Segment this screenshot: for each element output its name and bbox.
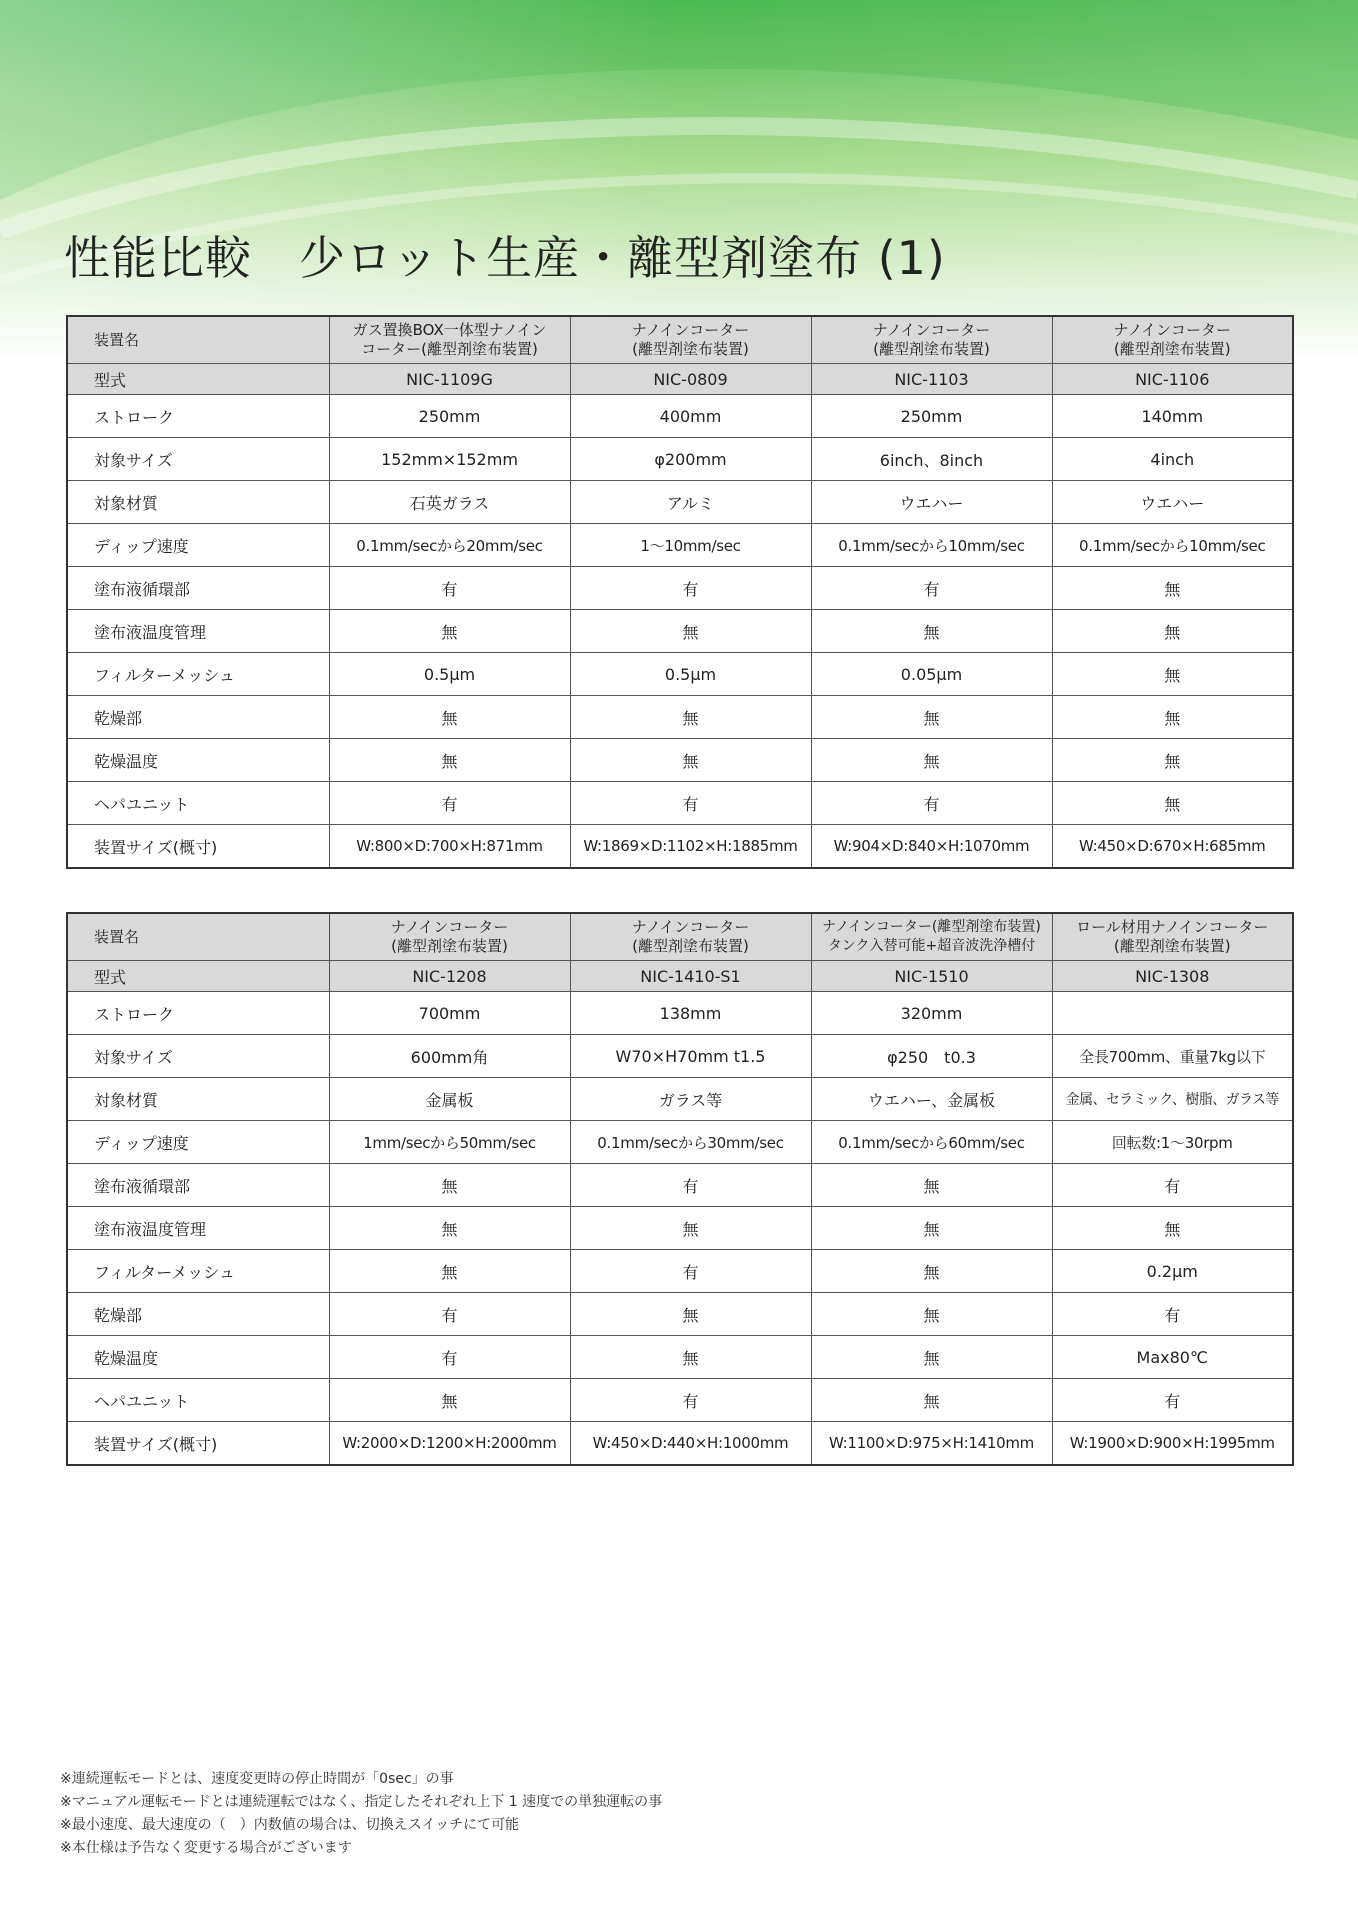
table-cell: W:1100×D:975×H:1410mm xyxy=(811,1422,1052,1466)
row-label: 装置名 xyxy=(67,316,329,364)
table-cell: 無 xyxy=(570,696,811,739)
footnotes xyxy=(60,1768,662,1860)
table-cell: 無 xyxy=(1052,567,1293,610)
table-cell: ガラス等 xyxy=(570,1078,811,1121)
table-cell: 無 xyxy=(329,739,570,782)
table-cell: W:2000×D:1200×H:2000mm xyxy=(329,1422,570,1466)
table-cell: 6inch、8inch xyxy=(811,438,1052,481)
table-row xyxy=(67,524,1293,567)
table-cell: 有 xyxy=(811,567,1052,610)
table-row xyxy=(67,696,1293,739)
device-name-line: ロール材用ナノインコーター xyxy=(1076,918,1269,936)
table-cell: W:904×D:840×H:1070mm xyxy=(811,825,1052,869)
table-cell: 有 xyxy=(329,1293,570,1336)
table-cell: 有 xyxy=(1052,1379,1293,1422)
table-cell: 138mm xyxy=(570,992,811,1035)
table-cell: W70×H70mm t1.5 xyxy=(570,1035,811,1078)
device-name-cell xyxy=(329,316,570,364)
device-name-line: (離型剤塗布装置) xyxy=(1113,340,1231,358)
table-cell: 有 xyxy=(570,1250,811,1293)
table-cell: NIC-1109G xyxy=(329,364,570,395)
table-cell: 0.1mm/secから60mm/sec xyxy=(811,1121,1052,1164)
device-name-line: ナノインコーター xyxy=(631,918,750,936)
table-cell: ウエハー xyxy=(1052,481,1293,524)
table-cell: 無 xyxy=(570,1336,811,1379)
device-name-line: (離型剤塗布装置) xyxy=(873,340,990,358)
table-cell: 有 xyxy=(329,782,570,825)
device-name-cell xyxy=(811,316,1052,364)
table-row xyxy=(67,1336,1293,1379)
table-cell: 無 xyxy=(811,1250,1052,1293)
table-cell: 無 xyxy=(329,1379,570,1422)
row-label: 装置サイズ(概寸) xyxy=(67,825,329,869)
row-label: 装置サイズ(概寸) xyxy=(67,1422,329,1466)
table-cell: 有 xyxy=(570,1164,811,1207)
device-name-cell xyxy=(1052,913,1293,961)
row-label: 乾燥温度 xyxy=(67,1336,329,1379)
table-cell: NIC-1103 xyxy=(811,364,1052,395)
table-cell: 無 xyxy=(1052,696,1293,739)
device-name-line: タンク入替可能+超音波洗浄槽付 xyxy=(827,938,1036,954)
table-cell: 無 xyxy=(570,1293,811,1336)
table-cell: 無 xyxy=(1052,653,1293,696)
device-name-line: ナノインコーター xyxy=(1113,321,1232,339)
table-cell: 有 xyxy=(329,567,570,610)
table-cell: 0.1mm/secから20mm/sec xyxy=(329,524,570,567)
row-label: 型式 xyxy=(67,364,329,395)
table-cell: 有 xyxy=(1052,1164,1293,1207)
device-name-line: ナノインコーター(離型剤塗布装置) xyxy=(822,919,1041,935)
device-name-line: コーター(離型剤塗布装置) xyxy=(361,340,538,358)
row-label: 装置名 xyxy=(67,913,329,961)
table-cell: W:1900×D:900×H:1995mm xyxy=(1052,1422,1293,1466)
table-cell: 無 xyxy=(811,1164,1052,1207)
row-label: フィルターメッシュ xyxy=(67,1250,329,1293)
table-cell: W:800×D:700×H:871mm xyxy=(329,825,570,869)
table-cell: 無 xyxy=(1052,782,1293,825)
table-cell: φ200mm xyxy=(570,438,811,481)
device-name-cell xyxy=(570,316,811,364)
table-cell: 0.1mm/secから10mm/sec xyxy=(1052,524,1293,567)
background-wave xyxy=(0,0,1358,360)
table-cell: 有 xyxy=(570,782,811,825)
table-row xyxy=(67,1293,1293,1336)
table-cell: 有 xyxy=(1052,1293,1293,1336)
table-cell: 無 xyxy=(811,1293,1052,1336)
row-label: 乾燥部 xyxy=(67,696,329,739)
footnote: ※マニュアル運転モードとは連続運転ではなく、指定したそれぞれ上下 1 速度での単独運転の事 xyxy=(60,1794,663,1810)
row-label: 対象サイズ xyxy=(67,1035,329,1078)
page-title: 性能比較 少ロット生産・離型剤塗布 (1) xyxy=(64,231,946,285)
table-row xyxy=(67,961,1293,992)
table-cell: φ250 t0.3 xyxy=(811,1035,1052,1078)
device-name-line: ナノインコーター xyxy=(390,918,509,936)
table-row xyxy=(67,782,1293,825)
row-label: ディップ速度 xyxy=(67,1121,329,1164)
table-cell: 無 xyxy=(811,1336,1052,1379)
row-label: 塗布液循環部 xyxy=(67,567,329,610)
table-cell: 無 xyxy=(1052,610,1293,653)
table-row xyxy=(67,1035,1293,1078)
row-label: 対象材質 xyxy=(67,481,329,524)
table-row xyxy=(67,653,1293,696)
table-cell: Max80℃ xyxy=(1052,1336,1293,1379)
device-name-line: (離型剤塗布装置) xyxy=(1113,937,1231,955)
table-cell: 無 xyxy=(329,1207,570,1250)
table-cell: 無 xyxy=(329,1250,570,1293)
spec-table-2 xyxy=(66,912,1294,1466)
table-cell: 600mm角 xyxy=(329,1035,570,1078)
table-cell: 無 xyxy=(811,696,1052,739)
table-cell: 400mm xyxy=(570,395,811,438)
table-row xyxy=(67,567,1293,610)
table-cell xyxy=(1052,992,1293,1035)
row-label: 対象材質 xyxy=(67,1078,329,1121)
table-cell: 金属板 xyxy=(329,1078,570,1121)
table-cell: NIC-0809 xyxy=(570,364,811,395)
spec-table-1 xyxy=(66,315,1294,869)
row-label: フィルターメッシュ xyxy=(67,653,329,696)
table-row xyxy=(67,1078,1293,1121)
table-cell: 無 xyxy=(570,739,811,782)
footnote: ※本仕様は予告なく変更する場合がございます xyxy=(60,1840,352,1856)
table-row xyxy=(67,1379,1293,1422)
table-cell: 0.5μm xyxy=(570,653,811,696)
table-row xyxy=(67,481,1293,524)
device-name-line: ガス置換BOX一体型ナノイン xyxy=(352,321,547,339)
device-name-line: ナノインコーター xyxy=(872,321,991,339)
table-cell: 有 xyxy=(811,782,1052,825)
table-cell: 1〜10mm/sec xyxy=(570,524,811,567)
table-cell: ウエハー xyxy=(811,481,1052,524)
table-cell: アルミ xyxy=(570,481,811,524)
device-name-line: (離型剤塗布装置) xyxy=(632,340,749,358)
row-label: ストローク xyxy=(67,992,329,1035)
table-row xyxy=(67,316,1293,364)
table-cell: 無 xyxy=(329,696,570,739)
table-row xyxy=(67,825,1293,869)
table-cell: 回転数:1〜30rpm xyxy=(1052,1121,1293,1164)
device-name-cell xyxy=(811,913,1052,961)
row-label: 乾燥部 xyxy=(67,1293,329,1336)
table-cell: NIC-1410-S1 xyxy=(570,961,811,992)
table-row xyxy=(67,992,1293,1035)
row-label: 型式 xyxy=(67,961,329,992)
footnote: ※最小速度、最大速度の（ ）内数値の場合は、切換えスイッチにて可能 xyxy=(60,1817,520,1833)
table-row xyxy=(67,1207,1293,1250)
table-cell: 無 xyxy=(811,610,1052,653)
table-cell: 無 xyxy=(811,1379,1052,1422)
table-cell: 無 xyxy=(329,610,570,653)
row-label: 乾燥温度 xyxy=(67,739,329,782)
table-cell: 有 xyxy=(329,1336,570,1379)
table-row xyxy=(67,739,1293,782)
table-cell: 152mm×152mm xyxy=(329,438,570,481)
row-label: 塗布液温度管理 xyxy=(67,1207,329,1250)
table-cell: 1mm/secから50mm/sec xyxy=(329,1121,570,1164)
table-cell: NIC-1106 xyxy=(1052,364,1293,395)
table-cell: NIC-1308 xyxy=(1052,961,1293,992)
footnote: ※連続運転モードとは、速度変更時の停止時間が「0sec」の事 xyxy=(60,1771,454,1787)
table-row xyxy=(67,364,1293,395)
table-cell: 0.5μm xyxy=(329,653,570,696)
table-cell: 320mm xyxy=(811,992,1052,1035)
row-label: ヘパユニット xyxy=(67,782,329,825)
table-row xyxy=(67,913,1293,961)
table-row xyxy=(67,1121,1293,1164)
table-cell: 無 xyxy=(329,1164,570,1207)
table-cell: 無 xyxy=(570,610,811,653)
row-label: 塗布液循環部 xyxy=(67,1164,329,1207)
table-cell: 140mm xyxy=(1052,395,1293,438)
table-cell: 石英ガラス xyxy=(329,481,570,524)
row-label: ストローク xyxy=(67,395,329,438)
table-row xyxy=(67,1164,1293,1207)
row-label: 塗布液温度管理 xyxy=(67,610,329,653)
table-cell: 無 xyxy=(811,739,1052,782)
table-cell: 金属、セラミック、樹脂、ガラス等 xyxy=(1052,1078,1293,1121)
table-cell: 700mm xyxy=(329,992,570,1035)
table-cell: 250mm xyxy=(811,395,1052,438)
device-name-cell xyxy=(329,913,570,961)
table-row xyxy=(67,395,1293,438)
table-cell: 0.05μm xyxy=(811,653,1052,696)
table-cell: 無 xyxy=(811,1207,1052,1250)
table-cell: 0.1mm/secから10mm/sec xyxy=(811,524,1052,567)
device-name-cell xyxy=(1052,316,1293,364)
table-cell: W:450×D:440×H:1000mm xyxy=(570,1422,811,1466)
table-cell: NIC-1510 xyxy=(811,961,1052,992)
table-row xyxy=(67,1250,1293,1293)
table-cell: W:1869×D:1102×H:1885mm xyxy=(570,825,811,869)
table-row xyxy=(67,1422,1293,1466)
table-cell: 無 xyxy=(1052,739,1293,782)
row-label: ディップ速度 xyxy=(67,524,329,567)
device-name-cell xyxy=(570,913,811,961)
table-cell: 無 xyxy=(1052,1207,1293,1250)
row-label: 対象サイズ xyxy=(67,438,329,481)
table-cell: 4inch xyxy=(1052,438,1293,481)
table-cell: ウエハー、金属板 xyxy=(811,1078,1052,1121)
table-cell: 全長700mm、重量7kg以下 xyxy=(1052,1035,1293,1078)
row-label: ヘパユニット xyxy=(67,1379,329,1422)
table-row xyxy=(67,610,1293,653)
table-cell: 0.2μm xyxy=(1052,1250,1293,1293)
table-cell: 有 xyxy=(570,1379,811,1422)
table-cell: 0.1mm/secから30mm/sec xyxy=(570,1121,811,1164)
device-name-line: (離型剤塗布装置) xyxy=(391,937,508,955)
table-cell: W:450×D:670×H:685mm xyxy=(1052,825,1293,869)
device-name-line: ナノインコーター xyxy=(631,321,750,339)
device-name-line: (離型剤塗布装置) xyxy=(632,937,749,955)
table-cell: 有 xyxy=(570,567,811,610)
table-cell: 250mm xyxy=(329,395,570,438)
table-cell: 無 xyxy=(570,1207,811,1250)
table-cell: NIC-1208 xyxy=(329,961,570,992)
table-row xyxy=(67,438,1293,481)
